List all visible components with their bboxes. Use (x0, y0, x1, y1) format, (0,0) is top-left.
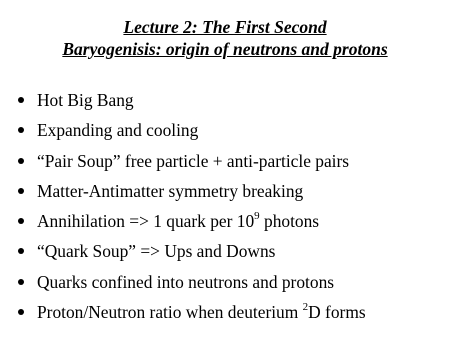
bullet-item (18, 89, 443, 119)
slide-title (0, 16, 450, 60)
bullet-dot-icon (18, 97, 24, 103)
bullet-item (18, 240, 443, 270)
title-line-2: Baryogenisis: origin of neutrons and protons (62, 39, 388, 59)
bullet-text-post: D forms (308, 302, 366, 323)
bullet-text-pre: Annihilation => 1 quark per 10 (37, 211, 255, 232)
bullet-dot-icon (18, 188, 24, 194)
bullet-dot-icon (18, 309, 24, 315)
bullet-text: “Quark Soup” => Ups and Downs (37, 241, 276, 262)
bullet-dot-icon (18, 248, 24, 254)
bullet-dot-icon (18, 279, 24, 285)
title-line-1: Lecture 2: The First Second (123, 17, 327, 37)
bullet-item (18, 119, 443, 149)
bullet-text: Matter-Antimatter symmetry breaking (37, 180, 304, 201)
bullet-item (18, 150, 443, 180)
bullet-item (18, 180, 443, 210)
bullet-text: “Pair Soup” free particle + anti-particle pairs (37, 150, 350, 171)
bullet-text-pre: Proton/Neutron ratio when deuterium (37, 302, 303, 323)
bullet-text-post: photons (259, 211, 320, 232)
isotope-superscript: 2 (302, 301, 309, 314)
bullet-text: Expanding and cooling (37, 120, 199, 141)
bullet-text: Hot Big Bang (37, 90, 134, 110)
bullet-dot-icon (18, 218, 24, 224)
bullet-list (18, 89, 443, 331)
bullet-text: Quarks confined into neutrons and protons (37, 271, 335, 292)
exponent: 9 (254, 210, 260, 223)
bullet-item (18, 301, 443, 331)
bullet-item (18, 210, 443, 240)
bullet-dot-icon (18, 127, 24, 133)
bullet-dot-icon (18, 158, 24, 164)
bullet-item (18, 271, 443, 301)
